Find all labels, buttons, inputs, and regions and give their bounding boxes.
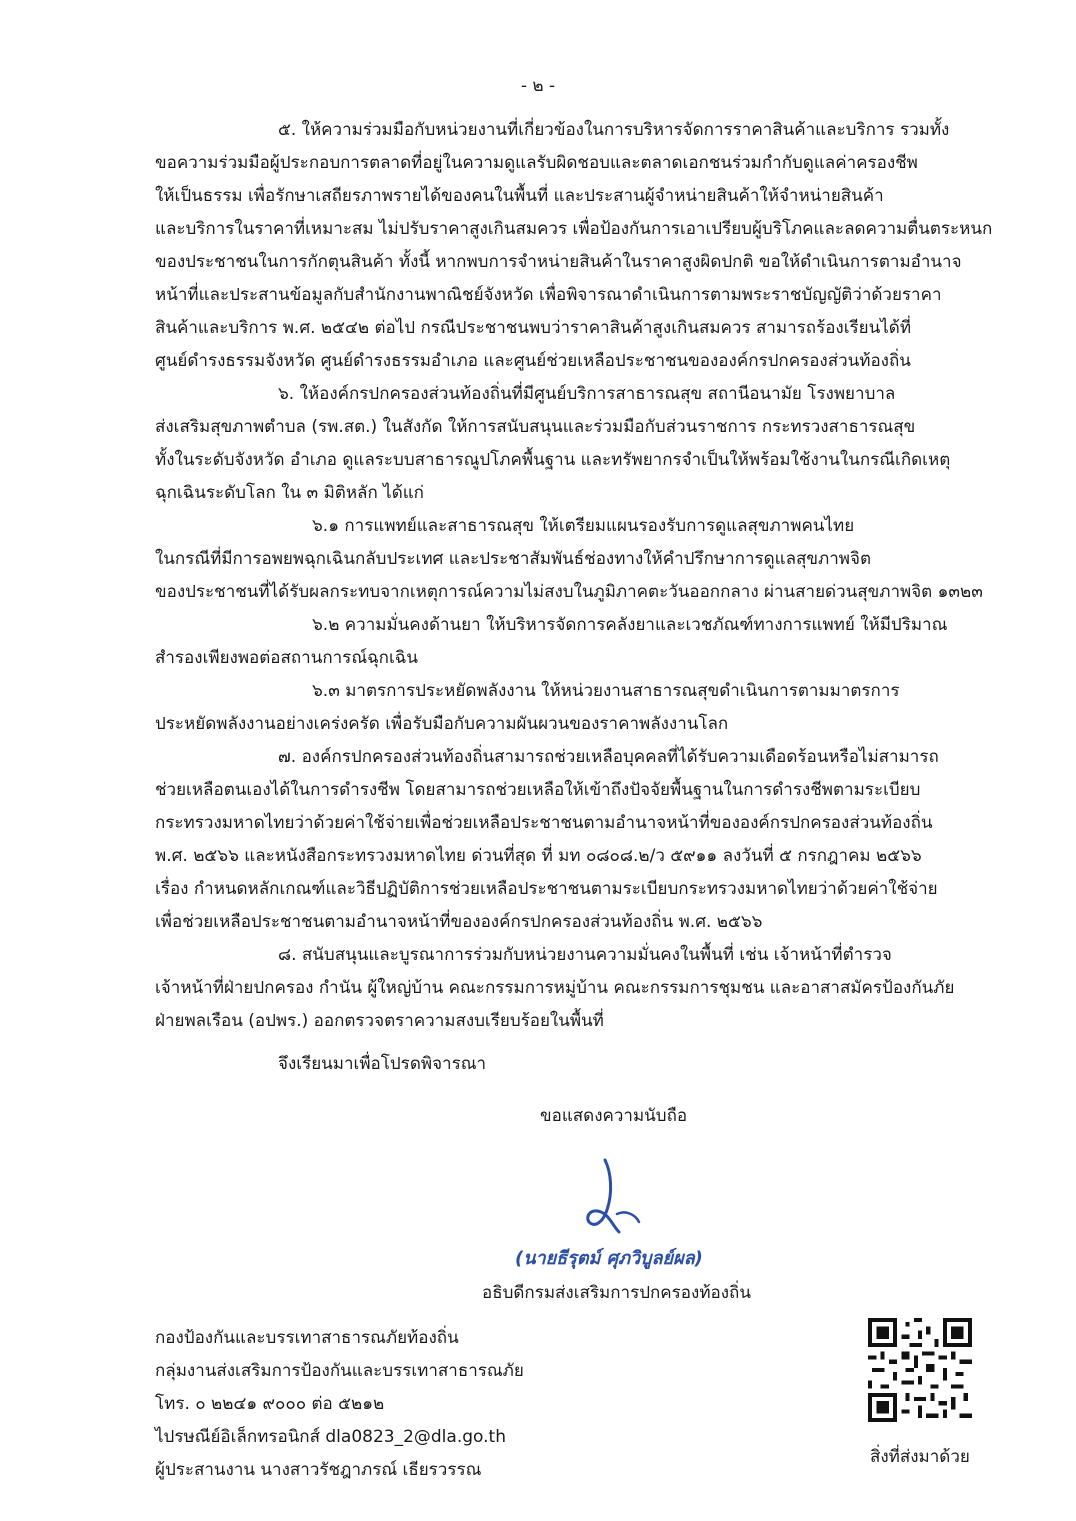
body-line: ฉุกเฉินระดับโลก ใน ๓ มิติหลัก ได้แก่: [155, 483, 424, 503]
body-line: จึงเรียนมาเพื่อโปรดพิจารณา: [278, 1054, 487, 1074]
footer-line: กองป้องกันและบรรเทาสาธารณภัยท้องถิ่น: [155, 1328, 459, 1348]
body-line: สำรองเพียงพอต่อสถานการณ์ฉุกเฉิน: [155, 648, 418, 668]
body-line: ของประชาชนที่ได้รับผลกระทบจากเหตุการณ์ความไม่สงบในภูมิภาคตะวันออกกลาง ผ่านสายด่วนสุขภาพจิต ๑๓๒๓: [155, 582, 983, 602]
footer-line: โทร. ๐ ๒๒๔๑ ๙๐๐๐ ต่อ ๕๒๑๒: [155, 1394, 385, 1414]
qr-caption: สิ่งที่ส่งมาด้วย: [870, 1447, 970, 1467]
body-line: สินค้าและบริการ พ.ศ. ๒๕๔๒ ต่อไป กรณีประชาชนพบว่าราคาสินค้าสูงเกินสมควร สามารถร้องเรียนได้ที่: [155, 318, 912, 338]
body-line: ๖.๒ ความมั่นคงด้านยา ให้บริหารจัดการคลังยาและเวชภัณฑ์ทางการแพทย์ ให้มีปริมาณ: [312, 615, 948, 635]
body-line: ในกรณีที่มีการอพยพฉุกเฉินกลับประเทศ และประชาสัมพันธ์ช่องทางให้คำปรึกษาการดูแลสุขภาพจิต: [155, 549, 871, 569]
body-line: ๖.๑ การแพทย์และสาธารณสุข ให้เตรียมแผนรองรับการดูแลสุขภาพคนไทย: [312, 516, 855, 536]
body-line: ของประชาชนในการกักตุนสินค้า ทั้งนี้ หากพบการจำหน่ายสินค้าในราคาสูงผิดปกติ ขอให้ดำเนินการตามอำนาจ: [155, 252, 962, 272]
signatory-title: อธิบดีกรมส่งเสริมการปกครองท้องถิ่น: [482, 1283, 751, 1303]
body-line: หน้าที่และประสานข้อมูลกับสำนักงานพาณิชย์จังหวัด เพื่อพิจารณาดำเนินการตามพระราชบัญญัติว่าด้วยราคา: [155, 285, 942, 305]
body-line: เจ้าหน้าที่ฝ่ายปกครอง กำนัน ผู้ใหญ่บ้าน คณะกรรมการหมู่บ้าน คณะกรรมการชุมชน และอาสาสมัครป้องกันภัย: [155, 978, 955, 998]
body-line: เรื่อง กำหนดหลักเกณฑ์และวิธีปฏิบัติการช่วยเหลือประชาชนตามระเบียบกระทรวงมหาดไทยว่าด้วยค่าใช้จ่าย: [155, 879, 938, 899]
body-line: ฝ่ายพลเรือน (อปพร.) ออกตรวจตราความสงบเรียบร้อยในพื้นที่: [155, 1011, 604, 1031]
body-line: ขอความร่วมมือผู้ประกอบการตลาดที่อยู่ในความดูแลรับผิดชอบและตลาดเอกชนร่วมกำกับดูแลค่าครองชีพ: [155, 153, 918, 173]
body-line: และบริการในราคาที่เหมาะสม ไม่ปรับราคาสูงเกินสมควร เพื่อป้องกันการเอาเปรียบผู้บริโภคและลดความตื่นตระหนก: [155, 219, 993, 239]
closing: ขอแสดงความนับถือ: [540, 1106, 688, 1126]
footer-line: ไปรษณีย์อิเล็กทรอนิกส์ dla0823_2@dla.go.th: [155, 1427, 506, 1447]
body-line: ช่วยเหลือตนเองได้ในการดำรงชีพ โดยสามารถช่วยเหลือให้เข้าถึงปัจจัยพื้นฐานในการดำรงชีพตามระเบียบ: [155, 780, 921, 800]
page-number: - ๒ -: [520, 76, 556, 96]
body-line: ทั้งในระดับจังหวัด อำเภอ ดูแลระบบสาธารณูปโภคพื้นฐาน และทรัพยากรจำเป็นให้พร้อมใช้งานในกรณีเกิดเหตุ: [155, 450, 951, 470]
footer-line: กลุ่มงานส่งเสริมการป้องกันและบรรเทาสาธารณภัย: [155, 1361, 524, 1381]
signatory-name: (นายธีรุตม์ ศุภวิบูลย์ผล): [515, 1248, 703, 1269]
body-line: ให้เป็นธรรม เพื่อรักษาเสถียรภาพรายได้ของคนในพื้นที่ และประสานผู้จำหน่ายสินค้าให้จำหน่ายสินค้า: [155, 186, 884, 206]
body-line: ๖.๓ มาตรการประหยัดพลังงาน ให้หน่วยงานสาธารณสุขดำเนินการตามมาตรการ: [312, 681, 900, 701]
footer-line: ผู้ประสานงาน นางสาวรัชฎาภรณ์ เธียรวรรณ: [155, 1460, 482, 1480]
body-line: ประหยัดพลังงานอย่างเคร่งครัด เพื่อรับมือกับความผันผวนของราคาพลังงานโลก: [155, 714, 729, 734]
body-line: พ.ศ. ๒๕๖๖ และหนังสือกระทรวงมหาดไทย ด่วนที่สุด ที่ มท ๐๘๐๘.๒/ว ๕๙๑๑ ลงวันที่ ๕ กรกฎาคม ๒๕๖๖: [155, 846, 922, 866]
body-line: เพื่อช่วยเหลือประชาชนตามอำนาจหน้าที่ขององค์กรปกครองส่วนท้องถิ่น พ.ศ. ๒๕๖๖: [155, 912, 763, 932]
body-line: ๖. ให้องค์กรปกครองส่วนท้องถิ่นที่มีศูนย์บริการสาธารณสุข สถานีอนามัย โรงพยาบาล: [278, 384, 896, 404]
body-line: ๗. องค์กรปกครองส่วนท้องถิ่นสามารถช่วยเหลือบุคคลที่ได้รับความเดือดร้อนหรือไม่สามารถ: [278, 747, 939, 767]
qr-code-icon[interactable]: [868, 1318, 972, 1422]
signature-image: [555, 1152, 675, 1242]
body-line: ศูนย์ดำรงธรรมจังหวัด ศูนย์ดำรงธรรมอำเภอ และศูนย์ช่วยเหลือประชาชนขององค์กรปกครองส่วนท้องถิ่น: [155, 351, 911, 371]
body-line: ๘. สนับสนุนและบูรณาการร่วมกับหน่วยงานความมั่นคงในพื้นที่ เช่น เจ้าหน้าที่ตำรวจ: [278, 945, 892, 965]
body-line: ส่งเสริมสุขภาพตำบล (รพ.สต.) ในสังกัด ให้การสนับสนุนและร่วมมือกับส่วนราชการ กระทรวงสาธารณสุข: [155, 417, 916, 437]
body-line: ๕. ให้ความร่วมมือกับหน่วยงานที่เกี่ยวข้องในการบริหารจัดการราคาสินค้าและบริการ รวมทั้ง: [278, 120, 950, 140]
body-line: กระทรวงมหาดไทยว่าด้วยค่าใช้จ่ายเพื่อช่วยเหลือประชาชนตามอำนาจหน้าที่ขององค์กรปกครองส่วนท้องถิ่น: [155, 813, 933, 833]
